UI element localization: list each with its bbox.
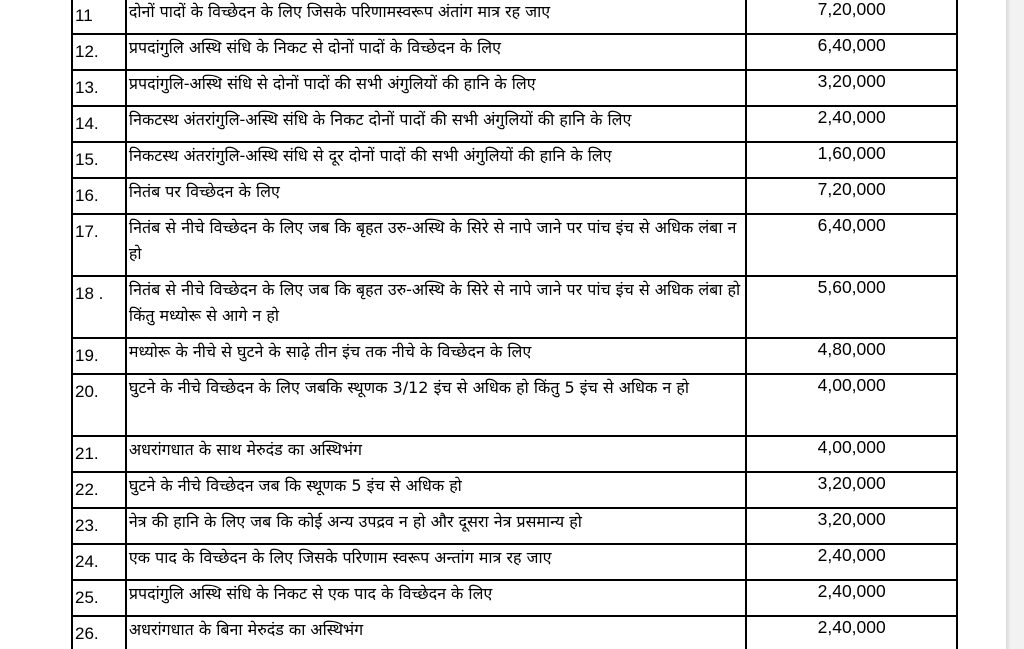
description-cell: घुटने के नीचे विच्छेदन के लिए जबकि स्थूणक 3/12 इंच से अधिक हो किंतु 5 इंच से अधिक न हो <box>126 374 746 436</box>
serial-number-cell: 26. <box>72 616 126 649</box>
amount-cell: 2,40,000 <box>746 544 957 580</box>
serial-number-cell: 14. <box>72 106 126 142</box>
description-cell: मध्योरू के नीचे से घुटने के साढ़े तीन इंच तक नीचे के विच्छेदन के लिए <box>126 338 746 374</box>
serial-number-cell: 15. <box>72 142 126 178</box>
table-row <box>72 544 957 580</box>
amount-cell: 5,60,000 <box>746 276 957 338</box>
amount-cell: 2,40,000 <box>746 616 957 649</box>
description-cell: घुटने के नीचे विच्छेदन जब कि स्थूणक 5 इंच से अधिक हो <box>126 472 746 508</box>
table-row <box>72 276 957 338</box>
table-row <box>72 70 957 106</box>
viewer-gutter <box>1010 0 1024 649</box>
serial-number-cell: 25. <box>72 580 126 616</box>
amount-cell: 1,60,000 <box>746 142 957 178</box>
amount-cell: 7,20,000 <box>746 0 957 34</box>
amount-cell: 4,00,000 <box>746 436 957 472</box>
description-cell: प्रपदांगुलि अस्थि संधि के निकट से एक पाद के विच्छेदन के लिए <box>126 580 746 616</box>
amount-cell: 6,40,000 <box>746 214 957 276</box>
serial-number-cell: 24. <box>72 544 126 580</box>
table-row <box>72 580 957 616</box>
table-row <box>72 338 957 374</box>
description-cell: नितंब से नीचे विच्छेदन के लिए जब कि बृहत उरु-अस्थि के सिरे से नापे जाने पर पांच इंच से अधिक लंबा हो किंतु मध्योरू से आगे न हो <box>126 276 746 338</box>
table-row <box>72 374 957 436</box>
description-cell: निकटस्थ अंतरांगुलि-अस्थि संधि से दूर दोनों पादों की सभी अंगुलियों की हानि के लिए <box>126 142 746 178</box>
description-cell: प्रपदांगुलि अस्थि संधि के निकट से दोनों पादों के विच्छेदन के लिए <box>126 34 746 70</box>
serial-number-cell: 17. <box>72 214 126 276</box>
description-cell: प्रपदांगुलि-अस्थि संधि से दोनों पादों की सभी अंगुलियों की हानि के लिए <box>126 70 746 106</box>
table-row <box>72 436 957 472</box>
serial-number-cell: 21. <box>72 436 126 472</box>
table-row <box>72 472 957 508</box>
description-cell: अधरांगधात के साथ मेरुदंड का अस्थिभंग <box>126 436 746 472</box>
amount-cell: 6,40,000 <box>746 34 957 70</box>
description-cell: नितंब पर विच्छेदन के लिए <box>126 178 746 214</box>
amount-cell: 4,00,000 <box>746 374 957 436</box>
description-cell: दोनों पादों के विच्छेदन के लिए जिसके परिणामस्वरूप अंतांग मात्र रह जाए <box>126 0 746 34</box>
description-cell: एक पाद के विच्छेदन के लिए जिसके परिणाम स्वरूप अन्तांग मात्र रह जाए <box>126 544 746 580</box>
amount-cell: 7,20,000 <box>746 178 957 214</box>
amount-cell: 3,20,000 <box>746 508 957 544</box>
serial-number-cell: 16. <box>72 178 126 214</box>
serial-number-cell: 20. <box>72 374 126 436</box>
table-row <box>72 214 957 276</box>
table-row <box>72 178 957 214</box>
description-cell: नितंब से नीचे विच्छेदन के लिए जब कि बृहत उरु-अस्थि के सिरे से नापे जाने पर पांच इंच से अधिक लंबा न हो <box>126 214 746 276</box>
description-cell: निकटस्थ अंतरांगुलि-अस्थि संधि के निकट दोनों पादों की सभी अंगुलियों की हानि के लिए <box>126 106 746 142</box>
description-cell: अधरांगधात के बिना मेरुदंड का अस्थिभंग <box>126 616 746 649</box>
amount-cell: 2,40,000 <box>746 580 957 616</box>
table-body <box>72 0 957 649</box>
serial-number-cell: 13. <box>72 70 126 106</box>
compensation-table <box>71 0 958 649</box>
table-row <box>72 508 957 544</box>
table-row <box>72 142 957 178</box>
serial-number-cell: 22. <box>72 472 126 508</box>
table-row <box>72 34 957 70</box>
serial-number-cell: 11 <box>72 0 126 34</box>
serial-number-cell: 12. <box>72 34 126 70</box>
table-row <box>72 106 957 142</box>
amount-cell: 2,40,000 <box>746 106 957 142</box>
amount-cell: 3,20,000 <box>746 472 957 508</box>
table-row <box>72 616 957 649</box>
table-row <box>72 0 957 34</box>
amount-cell: 4,80,000 <box>746 338 957 374</box>
serial-number-cell: 19. <box>72 338 126 374</box>
amount-cell: 3,20,000 <box>746 70 957 106</box>
serial-number-cell: 18 . <box>72 276 126 338</box>
serial-number-cell: 23. <box>72 508 126 544</box>
description-cell: नेत्र की हानि के लिए जब कि कोई अन्य उपद्रव न हो और दूसरा नेत्र प्रसमान्य हो <box>126 508 746 544</box>
